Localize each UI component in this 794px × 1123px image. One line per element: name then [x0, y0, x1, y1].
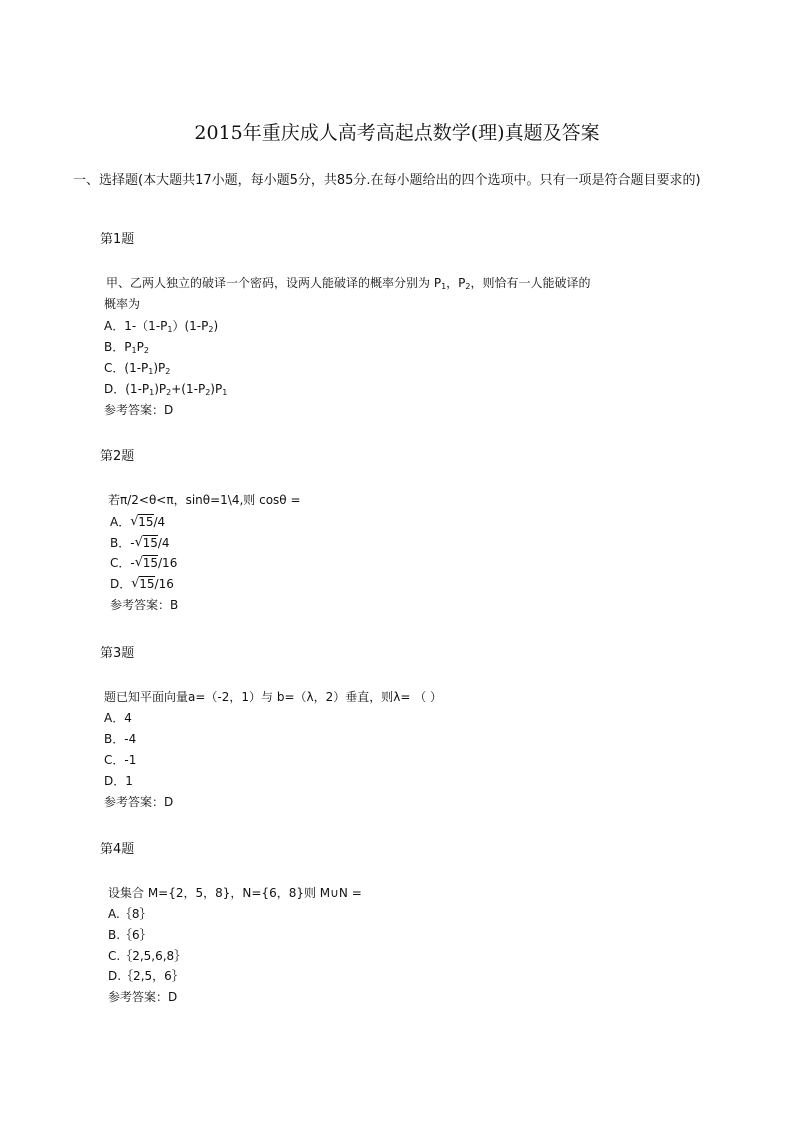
- question-3-option-b: B．-4: [104, 732, 137, 746]
- question-4-option-d: D.｛2,5，6｝: [108, 969, 184, 983]
- question-3-option-d: D．1: [104, 774, 133, 788]
- question-4-answer: 参考答案：D: [108, 990, 178, 1004]
- question-2-option-c: C．- √ 15/16: [110, 555, 178, 570]
- question-4-stem: 设集合 M={2，5，8}，N={6，8}则 M∪N =: [108, 886, 362, 900]
- question-4-option-c: C.｛2,5,6,8｝: [108, 949, 187, 963]
- question-1-option-b: B．$P_1P_2$: [104, 340, 149, 355]
- radical-sign-icon: √: [134, 535, 143, 550]
- radical-sign-icon: √: [131, 576, 140, 591]
- question-3-option-c: C．-1: [104, 753, 137, 767]
- question-3-number: 第3题: [100, 646, 135, 661]
- question-4-option-b: B.｛6｝: [108, 928, 152, 942]
- question-2-option-a: A． √ 15/4: [110, 514, 166, 529]
- radical-sign-icon: √: [134, 555, 144, 570]
- document-title: 2015年重庆成人高考高起点数学(理)真题及答案: [194, 122, 600, 144]
- question-1-stem-line2: 概率为: [104, 297, 141, 311]
- question-1-number: 第1题: [100, 232, 135, 247]
- question-1-option-a: A．$1-(1-P_1)(1-P_2)$: [104, 319, 219, 334]
- question-2-number: 第2题: [100, 449, 135, 464]
- question-4-number: 第4题: [100, 842, 135, 857]
- question-3-answer: 参考答案：D: [104, 795, 174, 809]
- question-2-answer: 参考答案：B: [110, 598, 179, 612]
- question-2-stem: 若π/2<θ<π，sinθ=1\4,则 cosθ =: [108, 493, 301, 507]
- question-2-option-d: D． √ 15/16: [110, 576, 174, 591]
- question-4-option-a: A.｛8｝: [108, 907, 152, 921]
- question-1-option-d: D．$(1-P_1)P_2+(1-P_2)P_1$: [104, 382, 228, 397]
- question-1-answer: 参考答案：D: [104, 403, 174, 417]
- section-heading: 一、选择题(本大题共17小题，每小题5分，共85分.在每小题给出的四个选项中。只有一项是符合题目要求的): [73, 173, 701, 188]
- question-2-option-b: B．- √ 15/4: [110, 535, 170, 550]
- question-3-option-a: A．4: [104, 711, 132, 725]
- radical-sign-icon: √: [130, 514, 139, 529]
- question-3-stem: 题已知平面向量a=（-2，1）与 b=（λ，2）垂直，则λ= （ ）: [104, 690, 443, 704]
- question-1-stem: 甲、乙两人独立的破译一个密码，设两人能破译的概率分别为 $P_1$，$P_2$，则恰有一人能破译的: [106, 276, 591, 291]
- question-1-option-c: C．$(1-P_1)P_2$: [104, 361, 171, 376]
